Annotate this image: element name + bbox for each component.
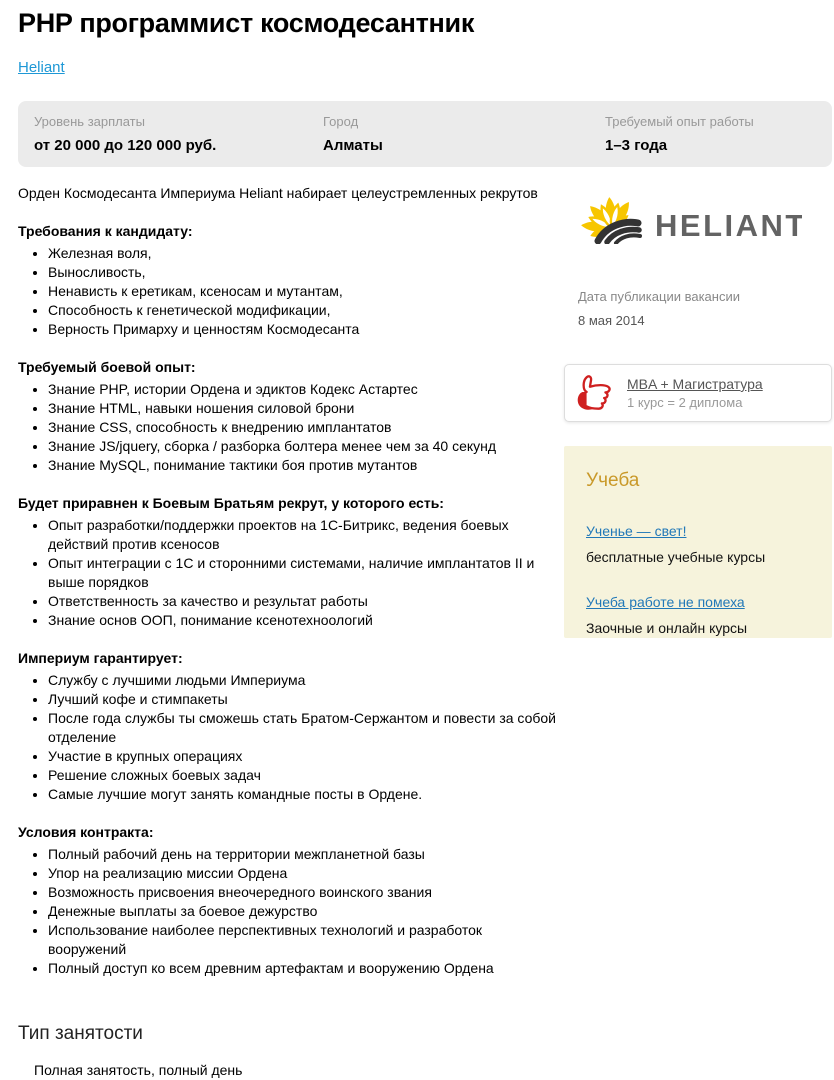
salary-label: Уровень зарплаты [34,114,145,129]
list-item: • Самые лучшие могут занять командные посты в Ордене. [48,785,558,804]
intro-text: Орден Космодесанта Империума Heliant набирает целеустремленных рекрутов [18,185,538,201]
section-list [18,244,558,339]
company-link[interactable]: Heliant [18,59,65,76]
study-desc-distance-courses: Заочные и онлайн курсы [586,620,748,636]
thumbs-up-icon [573,370,619,416]
list-item: • Знание JS/jquery, сборка / разборка болтера менее чем за 40 секунд [48,437,558,456]
list-item: • Участие в крупных операциях [48,747,558,766]
list-item: • Службу с лучшими людьми Империума [48,671,558,690]
list-item: • Знание PHP, истории Ордена и эдиктов Кодекс Астартес [48,380,558,399]
list-item: • Выносливость, [48,263,558,282]
list-item: • Знание CSS, способность к внедрению имплантатов [48,418,558,437]
employment-type-value: Полная занятость, полный день [34,1062,243,1078]
description-sections [18,222,558,978]
vacancy-section [18,358,558,475]
list-item: • Верность Примарху и ценностям Космодесанта [48,320,558,339]
list-item: • Полный рабочий день на территории межпланетной базы [48,845,558,864]
experience-value: 1–3 года [605,137,668,154]
section-list [18,516,558,630]
list-item: • Железная воля, [48,244,558,263]
list-item: • Денежные выплаты за боевое дежурство [48,902,558,921]
city-value: Алматы [323,137,383,154]
heliant-logo-icon [572,186,802,244]
section-heading: Требуемый боевой опыт: [18,359,196,375]
vacancy-section [18,649,558,804]
experience-block [605,114,832,167]
section-list [18,380,558,475]
section-list [18,845,558,978]
list-item: • После года службы ты сможешь стать Братом-Сержантом и повести за собой отделение [48,709,558,747]
list-item: • Упор на реализацию миссии Ордена [48,864,558,883]
employment-type-heading: Тип занятости [18,1023,143,1044]
sidebar [564,184,832,1080]
list-item: • Лучший кофе и стимпакеты [48,690,558,709]
list-item: • Возможность присвоения внеочередного воинского звания [48,883,558,902]
salary-block [34,114,323,167]
study-link-free-courses[interactable]: Ученье — свет! [586,523,687,539]
list-item: • Полный доступ ко всем древним артефактам и вооружению Ордена [48,959,558,978]
city-block [323,114,605,167]
list-item: • Ненависть к еретикам, ксеносам и мутантам, [48,282,558,301]
list-item: • Знание основ ООП, понимание ксенотехноологий [48,611,558,630]
company-logo[interactable] [564,186,832,249]
city-label: Город [323,114,359,129]
study-desc-free-courses: бесплатные учебные курсы [586,549,766,565]
list-item: • Использование наиболее перспективных технологий и разработок вооружений [48,921,558,959]
study-link-distance-courses[interactable]: Учеба работе не помеха [586,594,745,610]
list-item: • Опыт разработки/поддержки проектов на 1С-Битрикс, ведения боевых действий против ксеносов [48,516,558,554]
section-heading: Империум гарантирует: [18,650,183,666]
vacancy-description [18,184,558,1080]
promo-link[interactable]: MBA + Магистратура [627,376,763,392]
promo-banner[interactable] [564,364,832,422]
promo-subtitle: 1 курс = 2 диплома [627,395,743,410]
salary-value: от 20 000 до 120 000 руб. [34,137,217,154]
study-box [564,446,832,638]
section-heading: Будет приравнен к Боевым Братьям рекрут, у которого есть: [18,495,444,511]
heliant-logo-text: HELIANT [655,208,802,243]
summary-bar [18,101,832,167]
vacancy-section [18,494,558,630]
section-heading: Условия контракта: [18,824,154,840]
list-item: • Способность к генетической модификации, [48,301,558,320]
list-item: • Ответственность за качество и результат работы [48,592,558,611]
section-heading: Требования к кандидату: [18,223,193,239]
vacancy-section [18,222,558,339]
publish-date-value: 8 мая 2014 [578,313,645,328]
publish-date-label: Дата публикации вакансии [578,289,740,304]
section-list [18,671,558,804]
list-item: • Решение сложных боевых задач [48,766,558,785]
list-item: • Знание MySQL, понимание тактики боя против мутантов [48,456,558,475]
list-item: • Знание HTML, навыки ношения силовой брони [48,399,558,418]
experience-label: Требуемый опыт работы [605,114,754,129]
study-heading: Учеба [586,470,640,491]
vacancy-section [18,823,558,978]
list-item: • Опыт интеграции с 1С и сторонними системами, наличие имплантатов II и выше порядков [48,554,558,592]
page-title: PHP программист космодесантник [18,8,475,38]
